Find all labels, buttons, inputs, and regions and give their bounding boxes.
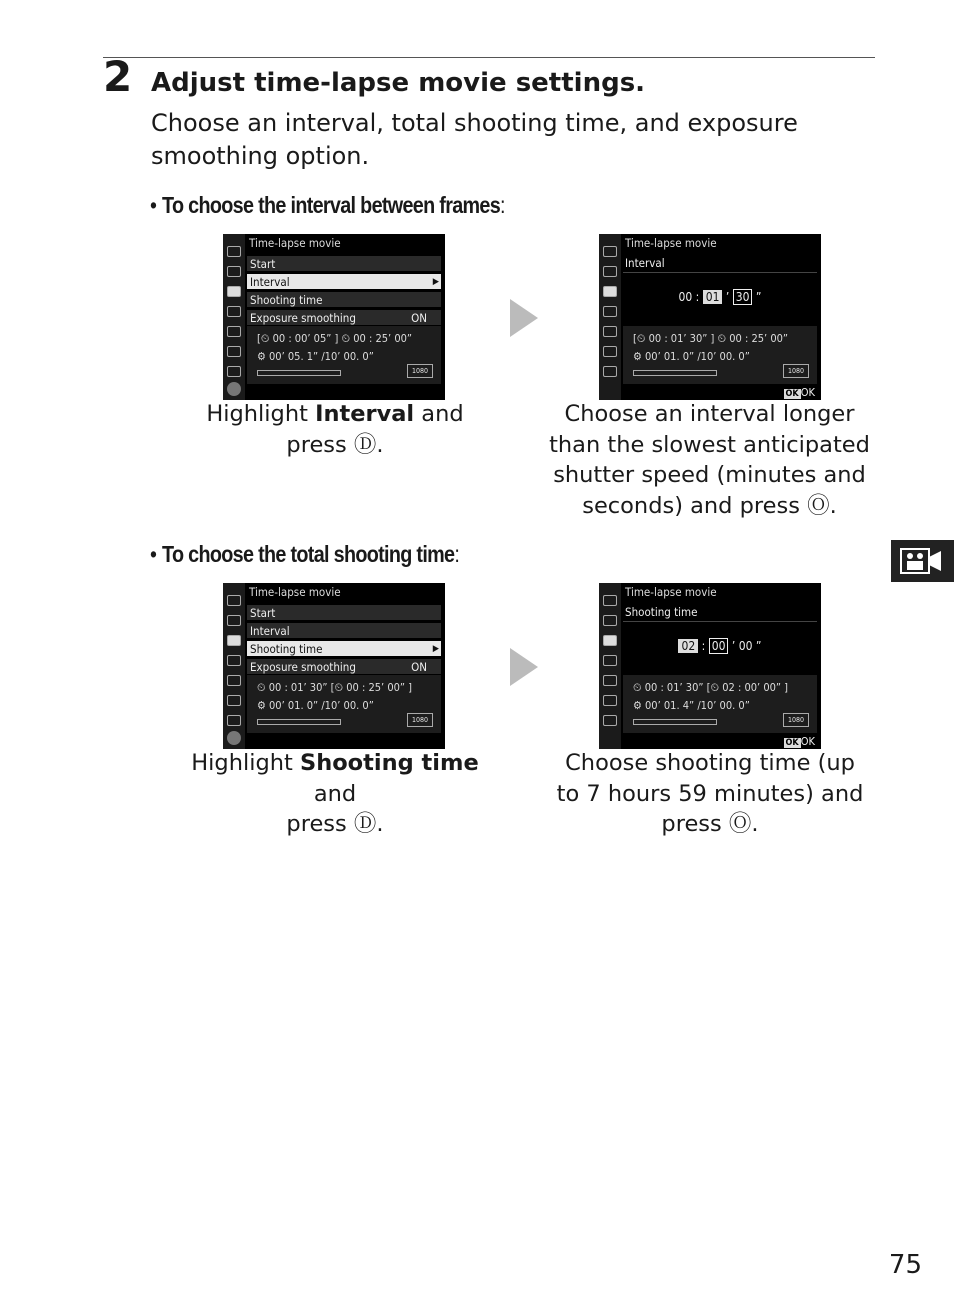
wrench-icon — [603, 675, 617, 686]
info-panel: ⏲ 00 : 01’ 30” [⏲ 00 : 25’ 00” ] ⚙ 00’ 01. 0” /10’ 00. 0” 1080 — [247, 675, 441, 733]
screen-subheader: Interval — [625, 256, 665, 270]
format-badge: 1080 — [783, 364, 809, 378]
caption-choose-interval: Choose an interval longer than the slowest anticipated shutter speed (minutes and seconds) and press Ⓞ. — [549, 401, 870, 519]
recent-icon — [603, 715, 617, 726]
info-panel: [⏲ 00 : 01’ 30” ] ⏲ 00 : 25’ 00” ⚙ 00’ 01. 0” /10’ 00. 0” 1080 — [623, 326, 817, 384]
help-icon — [227, 382, 241, 396]
caption-choose-shooting-time: Choose shooting time (up to 7 hours 59 minutes) and press Ⓞ. — [556, 750, 864, 837]
menu-icon-column — [599, 583, 621, 749]
pencil-icon — [227, 306, 241, 317]
screen-header: Time-lapse movie — [249, 236, 341, 250]
movie-menu-icon — [603, 635, 617, 646]
progress-bar — [257, 370, 341, 376]
caption-highlight-interval: Highlight Interval and press Ⓓ. — [206, 401, 464, 458]
ok-button-hint: OK OK — [785, 735, 815, 748]
movie-icon — [899, 547, 945, 575]
camera-icon — [227, 615, 241, 626]
menu-row-exposure-smoothing: Exposure smoothing ON — [247, 310, 441, 326]
top-rule — [103, 57, 875, 58]
format-badge: 1080 — [783, 713, 809, 727]
playback-icon — [603, 595, 617, 606]
menu-row-shooting-time: Shooting time — [247, 292, 441, 308]
camera-screen-shooting-time-set — [599, 583, 821, 749]
movie-menu-icon — [227, 286, 241, 297]
screen-header: Time-lapse movie — [625, 236, 717, 250]
camera-screen-menu-shooting-time — [223, 583, 445, 749]
recent-icon — [227, 366, 241, 377]
next-arrow-icon — [510, 299, 538, 337]
menu-row-exposure-smoothing: Exposure smoothing ON — [247, 659, 441, 675]
menu-icon-column — [223, 583, 245, 749]
right-arrow-icon: ▶ — [432, 644, 439, 654]
step-title: Adjust time-lapse movie settings. — [151, 68, 646, 98]
camera-screen-interval-set — [599, 234, 821, 400]
caption-highlight-shooting-time: Highlight Shooting time and press Ⓓ. — [191, 750, 479, 837]
format-badge: 1080 — [407, 713, 433, 727]
wrench-icon — [227, 675, 241, 686]
menu-row-start: Start — [247, 605, 441, 621]
retouch-icon — [227, 346, 241, 357]
menu-row-start: Start — [247, 256, 441, 272]
bullet-interval: • To choose the interval between frames: — [150, 192, 505, 218]
menu-row-interval: Interval — [247, 623, 441, 639]
menu-row-interval: Interval ▶ — [247, 274, 441, 290]
camera-icon — [603, 615, 617, 626]
wrench-icon — [603, 326, 617, 337]
pencil-icon — [603, 655, 617, 666]
menu-icon-column — [223, 234, 245, 400]
screen-subheader: Shooting time — [625, 605, 698, 619]
recent-icon — [603, 366, 617, 377]
recent-icon — [227, 715, 241, 726]
bullet-shooting-time: • To choose the total shooting time: — [150, 541, 460, 567]
menu-row-shooting-time: Shooting time ▶ — [247, 641, 441, 657]
movie-menu-icon — [603, 286, 617, 297]
menu-icon-column — [599, 234, 621, 400]
retouch-icon — [603, 346, 617, 357]
page-number: 75 — [888, 1250, 922, 1280]
movie-menu-icon — [227, 635, 241, 646]
camera-icon — [603, 266, 617, 277]
ok-button-hint: OK OK — [785, 386, 815, 399]
playback-icon — [227, 595, 241, 606]
movie-chapter-tab — [891, 540, 954, 582]
progress-bar — [633, 370, 717, 376]
camera-icon — [227, 266, 241, 277]
pencil-icon — [227, 655, 241, 666]
retouch-icon — [603, 695, 617, 706]
screen-header: Time-lapse movie — [625, 585, 717, 599]
playback-icon — [227, 246, 241, 257]
time-setter: 02 : 00 ’ 00 ” — [623, 639, 817, 653]
retouch-icon — [227, 695, 241, 706]
wrench-icon — [227, 326, 241, 337]
step-description: Choose an interval, total shooting time, and exposure smoothing option. — [151, 109, 798, 170]
info-panel: [⏲ 00 : 00’ 05” ] ⏲ 00 : 25’ 00” ⚙ 00’ 05. 1” /10’ 00. 0” 1080 — [247, 326, 441, 384]
bullet-shooting-time-text: To choose the total shooting time — [162, 541, 455, 567]
bullet-interval-text: To choose the interval between frames — [162, 192, 501, 218]
time-setter: 00 : 01 ’ 30 ” — [678, 290, 762, 304]
info-panel: ⏲ 00 : 01’ 30” [⏲ 02 : 00’ 00” ] ⚙ 00’ 01. 4” /10’ 00. 0” 1080 — [623, 675, 817, 733]
help-icon — [227, 731, 241, 745]
playback-icon — [603, 246, 617, 257]
format-badge: 1080 — [407, 364, 433, 378]
progress-bar — [633, 719, 717, 725]
progress-bar — [257, 719, 341, 725]
right-arrow-icon: ▶ — [432, 277, 439, 287]
screen-header: Time-lapse movie — [249, 585, 341, 599]
step-number: 2 — [103, 52, 133, 101]
pencil-icon — [603, 306, 617, 317]
camera-screen-menu-interval — [223, 234, 445, 400]
next-arrow-icon — [510, 648, 538, 686]
